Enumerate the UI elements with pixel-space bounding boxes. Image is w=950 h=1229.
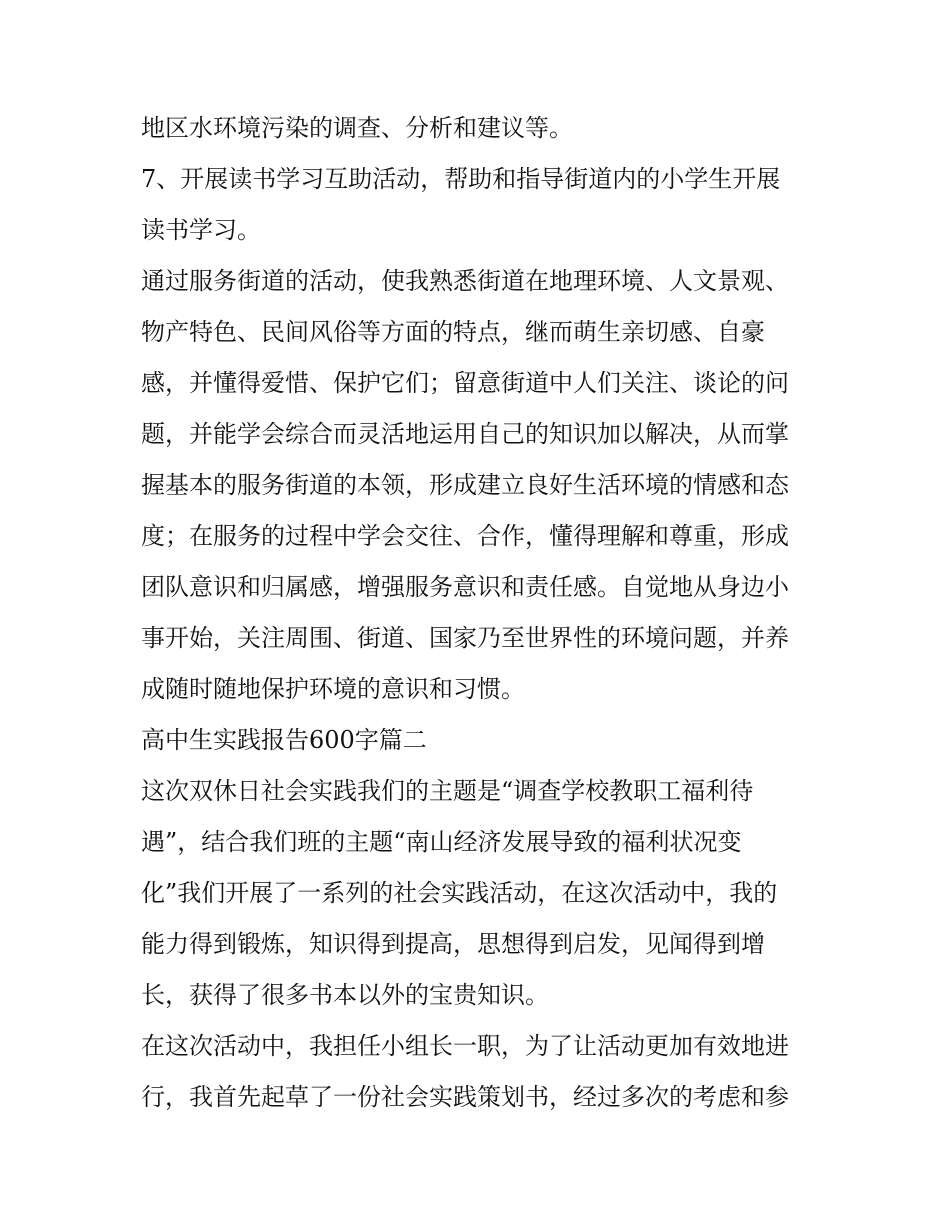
text-line: 物产特色、民间风俗等方面的特点，继而萌生亲切感、自豪 (141, 318, 765, 346)
text-line: 长，获得了很多书本以外的宝贵知识。 (141, 981, 549, 1009)
text-line: 事开始，关注周围、街道、国家乃至世界性的环境问题，并养 (141, 624, 789, 652)
text-line: 题，并能学会综合而灵活地运用自己的知识加以解决，从而掌 (141, 420, 789, 448)
text-line: 团队意识和归属感，增强服务意识和责任感。自觉地从身边小 (141, 573, 789, 601)
text-line: 度；在服务的过程中学会交往、合作，懂得理解和尊重，形成 (141, 522, 789, 550)
text-line: 成随时随地保护环境的意识和习惯。 (141, 675, 525, 703)
text-line: 读书学习。 (141, 216, 261, 244)
text-line: 行，我首先起草了一份社会实践策划书，经过多次的考虑和参 (141, 1083, 789, 1111)
text-line: 在这次活动中，我担任小组长一职，为了让活动更加有效地进 (141, 1032, 789, 1060)
text-line: 感，并懂得爱惜、保护它们；留意街道中人们关注、谈论的问 (141, 369, 789, 397)
text-line: 握基本的服务街道的本领，形成建立良好生活环境的情感和态 (141, 471, 789, 499)
text-line: 通过服务街道的活动，使我熟悉街道在地理环境、人文景观、 (141, 267, 789, 295)
text-line: 这次双休日社会实践我们的主题是“调查学校教职工福利待 (141, 777, 754, 805)
section-heading: 高中生实践报告600字篇二 (141, 726, 427, 754)
text-line: 7、开展读书学习互助活动，帮助和指导街道内的小学生开展 (141, 165, 781, 193)
text-line: 地区水环境污染的调查、分析和建议等。 (141, 114, 573, 142)
text-line: 能力得到锻炼，知识得到提高，思想得到启发，见闻得到增 (141, 930, 765, 958)
text-line: 遇”，结合我们班的主题“南山经济发展导致的福利状况变 (141, 828, 742, 856)
text-line: 化”我们开展了一系列的社会实践活动，在这次活动中，我的 (141, 879, 778, 907)
